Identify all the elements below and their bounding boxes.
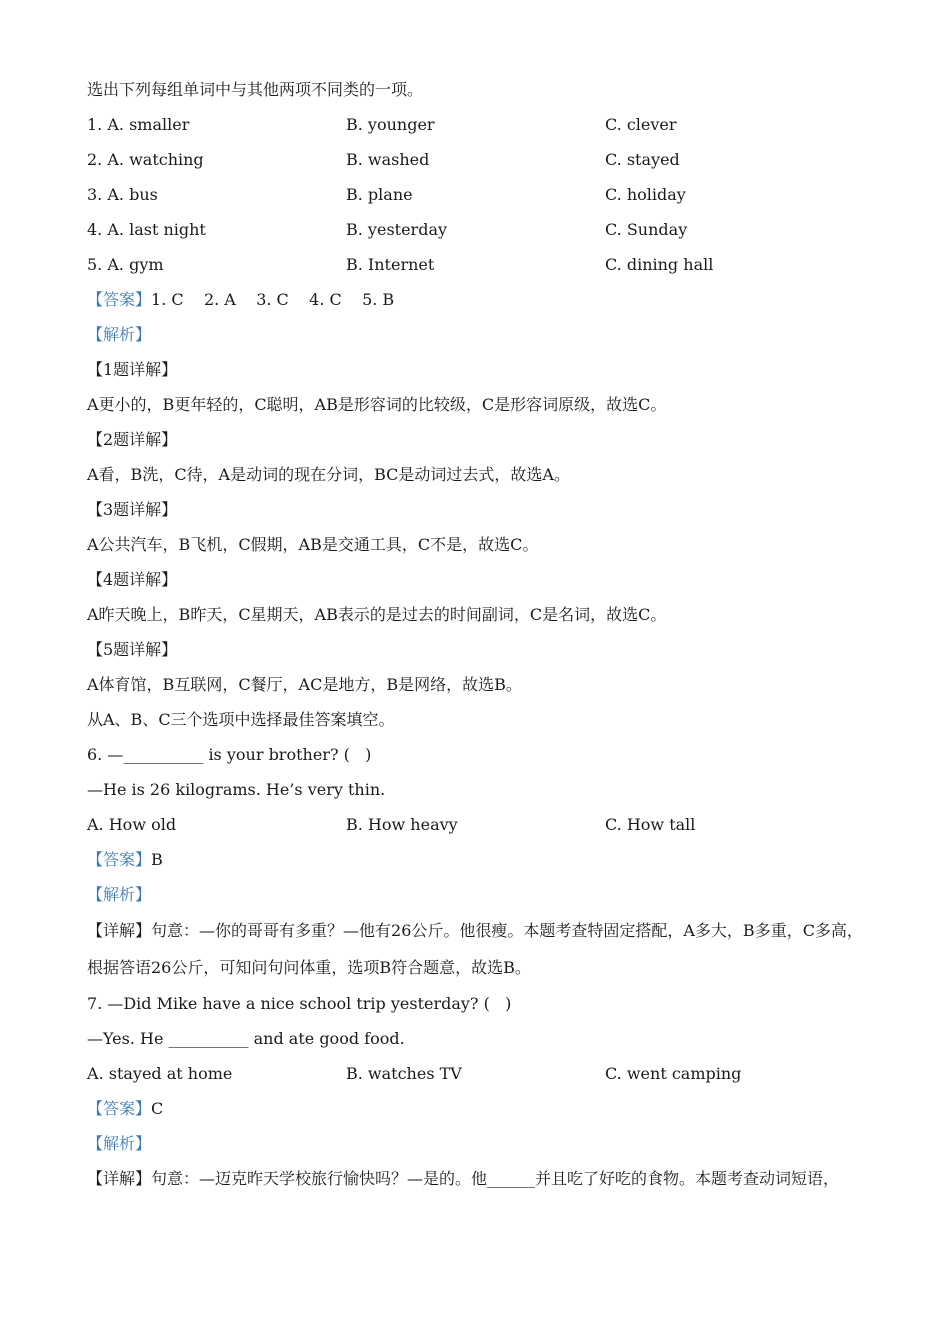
section-instruction-2: 从A、B、C三个选项中选择最佳答案填空。 xyxy=(87,710,395,729)
analysis-tag: 【解析】 xyxy=(87,885,152,904)
detail-head-3: 【3题详解】 xyxy=(87,500,178,519)
detail-text-2: A看，B洗，C待，A是动词的现在分词，BC是动词过去式，故选A。 xyxy=(87,465,570,484)
q6-options xyxy=(87,807,877,842)
detail-head-4: 【4题详解】 xyxy=(87,570,178,589)
detail-head-2: 【2题详解】 xyxy=(87,430,178,449)
q6-answer-line xyxy=(87,842,877,877)
q7-stem: 7. —Did Mike have a nice school trip yesterday? ( ) xyxy=(87,994,512,1013)
question-row-4 xyxy=(87,212,877,247)
detail-text-3: A公共汽车，B飞机，C假期，AB是交通工具，C不是，故选C。 xyxy=(87,535,539,554)
detail-text: 句意：—迈克昨天学校旅行愉快吗？—是的。他______并且吃了好吃的食物。本题考查动词短语， xyxy=(151,1169,840,1188)
detail-head-5: 【5题详解】 xyxy=(87,640,178,659)
option-b: B. Internet xyxy=(346,255,435,274)
answer-line-1to5 xyxy=(87,282,877,317)
q7-reply: —Yes. He __________ and ate good food. xyxy=(87,1029,405,1048)
q7-options xyxy=(87,1056,877,1091)
q6-reply: —He is 26 kilograms. He’s very thin. xyxy=(87,780,386,799)
answer-tag: 【答案】 xyxy=(87,850,152,869)
answer-tag: 【答案】 xyxy=(87,290,152,309)
answer-tag: 【答案】 xyxy=(87,1099,152,1118)
analysis-tag: 【解析】 xyxy=(87,1134,152,1153)
detail-tag: 【详解】 xyxy=(87,921,152,940)
detail-text-4: A昨天晚上，B昨天，C星期天，AB表示的是过去的时间副词，C是名词，故选C。 xyxy=(87,605,667,624)
option-a: 1. A. smaller xyxy=(87,115,190,134)
answer-text: C xyxy=(151,1099,164,1118)
detail-text: 句意：—你的哥哥有多重？—他有26公斤。他很瘦。本题考查特固定搭配，A多大，B多重，C多高，根据答语26公斤，可知问句问体重，选项B符合题意，故选B。 xyxy=(87,921,863,977)
question-row-5 xyxy=(87,247,877,282)
option-c: C. holiday xyxy=(605,185,686,204)
question-row-2 xyxy=(87,142,877,177)
q6-stem: 6. —__________ is your brother? ( ) xyxy=(87,745,372,764)
option-c: C. clever xyxy=(605,115,677,134)
question-row-1 xyxy=(87,107,877,142)
detail-text-5: A体育馆，B互联网，C餐厅，AC是地方，B是网络，故选B。 xyxy=(87,675,522,694)
option-b: B. washed xyxy=(346,150,430,169)
q7-detail xyxy=(87,1161,877,1196)
option-b: B. younger xyxy=(346,115,435,134)
option-a: 3. A. bus xyxy=(87,185,158,204)
detail-head-1: 【1题详解】 xyxy=(87,360,178,379)
detail-text-1: A更小的，B更年轻的，C聪明，AB是形容词的比较级，C是形容词原级，故选C。 xyxy=(87,395,667,414)
document-page xyxy=(87,72,877,1196)
option-a: A. How old xyxy=(87,815,177,834)
detail-tag: 【详解】 xyxy=(87,1169,152,1188)
option-c: C. dining hall xyxy=(605,255,714,274)
option-c: C. went camping xyxy=(605,1064,742,1083)
analysis-tag: 【解析】 xyxy=(87,325,152,344)
option-a: 2. A. watching xyxy=(87,150,204,169)
option-a: 5. A. gym xyxy=(87,255,164,274)
answer-text: 1. C 2. A 3. C 4. C 5. B xyxy=(151,290,395,309)
section-instruction-1: 选出下列每组单词中与其他两项不同类的一项。 xyxy=(87,80,424,99)
question-row-3 xyxy=(87,177,877,212)
option-c: C. stayed xyxy=(605,150,680,169)
option-b: B. How heavy xyxy=(346,815,458,834)
answer-text: B xyxy=(151,850,163,869)
q7-answer-line xyxy=(87,1091,877,1126)
option-a: 4. A. last night xyxy=(87,220,206,239)
option-c: C. Sunday xyxy=(605,220,688,239)
option-c: C. How tall xyxy=(605,815,696,834)
option-b: B. yesterday xyxy=(346,220,448,239)
option-b: B. watches TV xyxy=(346,1064,462,1083)
option-a: A. stayed at home xyxy=(87,1064,233,1083)
option-b: B. plane xyxy=(346,185,413,204)
q6-detail xyxy=(87,912,877,986)
